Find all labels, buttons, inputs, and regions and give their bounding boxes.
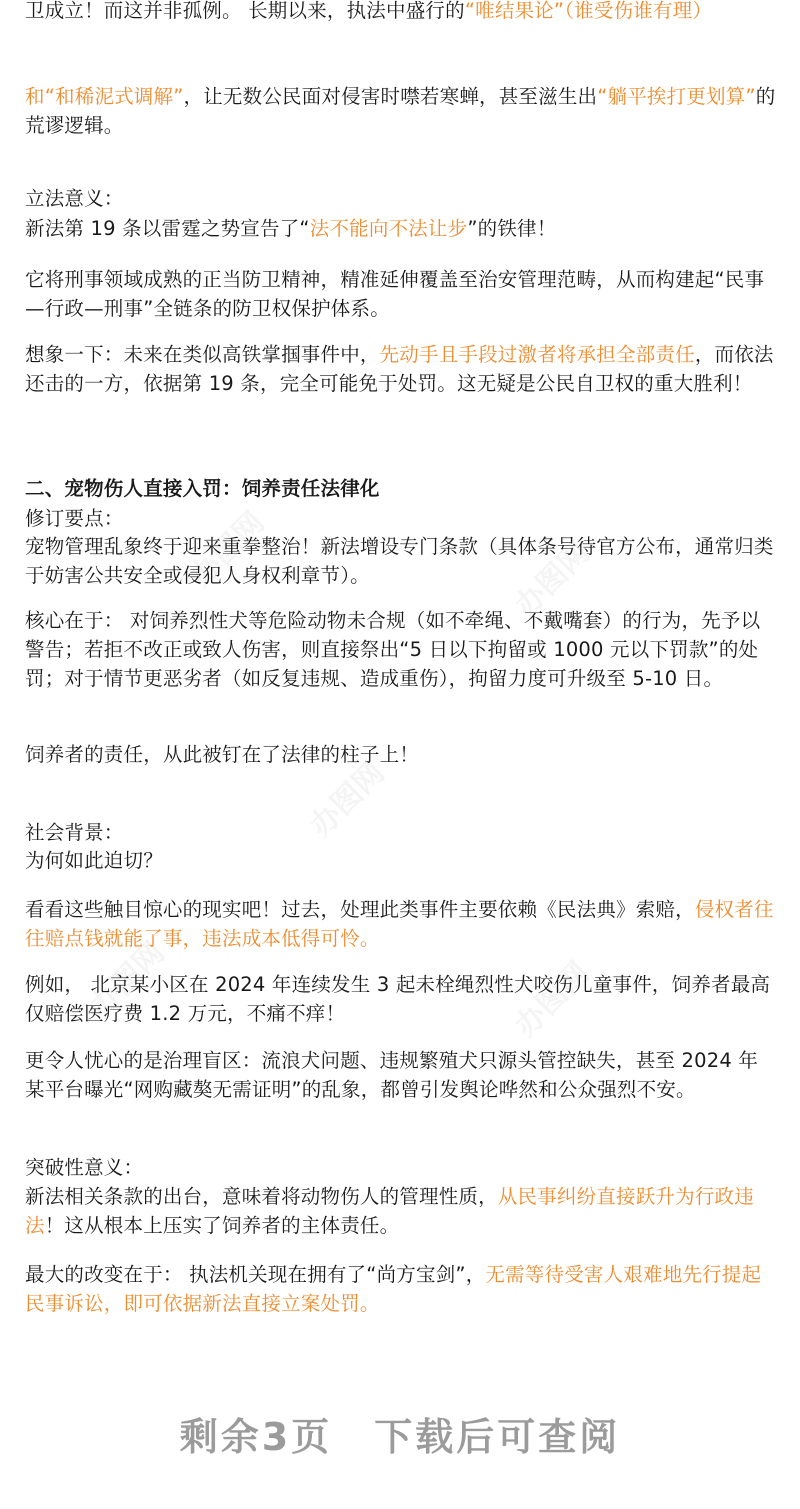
download-prompt[interactable]	[0, 1406, 800, 1461]
watermark: 办图网	[508, 955, 597, 1044]
paragraph	[25, 1260, 777, 1318]
highlighted-text: 从民事纠纷直接跃升为行政违法	[25, 1185, 754, 1237]
text-run: 的荒谬逻辑。	[25, 85, 776, 137]
paragraph	[25, 740, 777, 769]
section-heading	[25, 474, 777, 503]
watermark: 办图网	[183, 505, 272, 594]
watermark: 办图网	[508, 535, 597, 624]
text-run: 宠物管理乱象终于迎来重拳整治！新法增设专门条款（具体条号待官方公布，通常归类于妨害公共安全或侵犯人身权利章节）。	[25, 535, 774, 587]
download-to-view-label: 下载后可查阅	[374, 1415, 621, 1459]
text-run: ！这从根本上压实了饲养者的主体责任。	[44, 1214, 400, 1237]
text-run: 更令人忧心的是治理盲区：流浪犬问题、违规繁殖犬只源头管控缺失，甚至 2024 年某平台曝光“网购藏獒无需证明”的乱象，都曾引发舆论哗然和公众强烈不安。	[25, 1049, 759, 1101]
text-run: 卫成立！而这并非孤例。 长期以来，执法中盛行的	[25, 0, 465, 22]
text-run: 最大的改变在于： 执法机关现在拥有了“尚方宝剑”，	[25, 1263, 486, 1286]
text-run: ，而依法还击的一方，依据第 19 条，完全可能免于处罚。这无疑是公民自卫权的重大胜利！	[25, 343, 774, 395]
text-run: 立法意义：	[25, 187, 124, 210]
section-label	[25, 184, 777, 213]
section-label	[25, 1153, 777, 1182]
paragraph	[25, 82, 777, 140]
paragraph	[25, 970, 777, 1028]
highlighted-text: “唯结果论”（谁受伤谁有理）	[464, 0, 713, 22]
paragraph	[25, 0, 777, 25]
section-label	[25, 504, 777, 533]
section-label	[25, 818, 777, 847]
paragraph	[25, 214, 777, 243]
text-run: ”的铁律！	[467, 217, 557, 240]
text-run: 它将刑事领域成熟的正当防卫精神，精准延伸覆盖至治安管理范畴，从而构建起“民事—行政—刑事”全链条的防卫权保护体系。	[25, 268, 765, 320]
remaining-pages-label: 剩余3页	[179, 1415, 333, 1459]
text-run: 核心在于： 对饲养烈性犬等危险动物未合规（如不牵绳、不戴嘴套）的行为，先予以警告；若拒不改正或致人伤害，则直接祭出“5 日以下拘留或 1000 元以下罚款”的处罚；对于情节更恶劣者（如反复违规、造成重伤），拘留力度可升级至 5-10 日。	[25, 609, 761, 690]
text-run: 突破性意义：	[25, 1156, 144, 1179]
paragraph	[25, 1046, 777, 1104]
text-run: 例如， 北京某小区在 2024 年连续发生 3 起未栓绳烈性犬咬伤儿童事件，饲养者最高仅赔偿医疗费 1.2 万元，不痛不痒！	[25, 973, 771, 1025]
paragraph	[25, 846, 777, 875]
text-run: 新法相关条款的出台，意味着将动物伤人的管理性质，	[25, 1185, 498, 1208]
highlighted-text: 先动手且手段过激者将承担全部责任	[379, 343, 695, 366]
paragraph	[25, 265, 777, 323]
text-run: 想象一下：未来在类似高铁掌掴事件中，	[25, 343, 380, 366]
text-run: 饲养者的责任，从此被钉在了法律的柱子上！	[25, 743, 420, 766]
paragraph	[25, 532, 777, 590]
highlighted-text: 无需等待受害人艰难地先行提起民事诉讼，即可依据新法直接立案处罚。	[25, 1263, 762, 1315]
text-run: 二、宠物伤人直接入罚：饲养责任法律化	[25, 477, 380, 500]
text-run: 社会背景：	[25, 821, 124, 844]
paragraph	[25, 895, 777, 953]
text-run: ，让无数公民面对侵害时噤若寒蝉，甚至滋生出	[183, 85, 598, 108]
text-run: 为何如此迫切？	[25, 849, 163, 872]
highlighted-text: 侵权者往往赔点钱就能了事，违法成本低得可怜。	[25, 898, 774, 950]
paragraph	[25, 606, 777, 693]
highlighted-text: 和“和稀泥式调解”	[25, 85, 184, 108]
text-run: 修订要点：	[25, 507, 124, 530]
text-run: 新法第 19 条以雷霆之势宣告了“	[25, 217, 310, 240]
paragraph	[25, 1182, 777, 1240]
paragraph	[25, 340, 777, 398]
watermark: 办图网	[303, 755, 392, 844]
highlighted-text: “躺平挨打更划算”	[597, 85, 756, 108]
text-run: 看看这些触目惊心的现实吧！过去，处理此类事件主要依赖《民法典》索赔，	[25, 898, 695, 921]
highlighted-text: 法不能向不法让步	[309, 217, 468, 240]
watermark: 办图网	[83, 935, 172, 1024]
